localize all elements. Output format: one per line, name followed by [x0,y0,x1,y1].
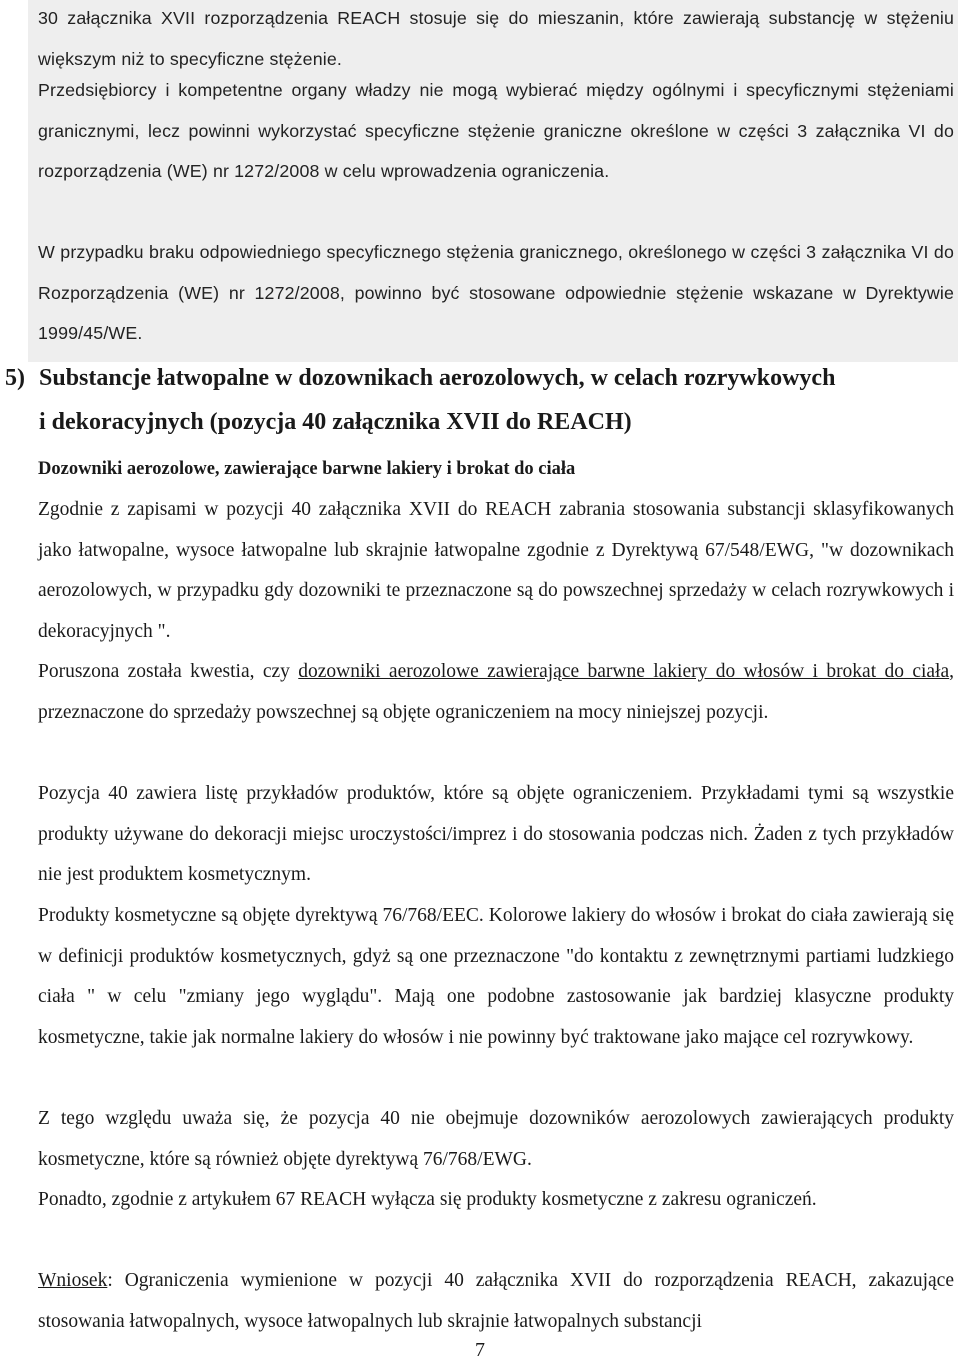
section-paragraph-2 [38,652,954,733]
page-number: 7 [475,1339,485,1361]
conclusion-text: : Ograniczenia wymienione w pozycji 40 załącznika XVII do rozporządzenia REACH, zakazujące stosowania łatwopalnych, wysoce łatwopalnych lub skrajnie łatwopalnych substancji [38,1270,954,1332]
section-paragraph-3: Pozycja 40 zawiera listę przykładów produktów, które są objęte ograniczeniem. Przykładami tymi są wszystkie produkty używane do dekoracji miejsc uroczystości/imprez i do stosowania podczas nich. Żaden z tych przykładów nie jest produktem kosmetycznym. [38,783,954,885]
top-paragraph-2: Przedsiębiorcy i kompetentne organy władzy nie mogą wybierać między ogólnymi i specyficznymi stężeniami granicznymi, lecz powinni wykorzystać specyficzne stężenie graniczne określone w części 3 załącznika VI do rozporządzenia (WE) nr 1272/2008 w celu wprowadzenia ograniczenia. [38,80,954,181]
section-paragraph-6: Ponadto, zgodnie z artykułem 67 REACH wyłącza się produkty kosmetyczne z zakresu ograniczeń. [38,1189,817,1210]
section-title-line-2: i dekoracyjnych (pozycja 40 załącznika XVII do REACH) [39,409,632,435]
paragraph-2-start: Poruszona została kwestia, czy [38,661,299,682]
section-heading [5,356,955,444]
top-paragraph-1: 30 załącznika XVII rozporządzenia REACH stosuje się do mieszanin, które zawierają substancję w stężeniu większym niż to specyficzne stężenie. [38,8,954,69]
conclusion-label: Wniosek [38,1270,108,1291]
section-paragraph-5: Z tego względu uważa się, że pozycja 40 nie obejmuje dozowników aerozolowych zawierających produkty kosmetyczne, które są również objęte dyrektywą 76/768/EWG. [38,1108,954,1170]
section-heading-line-1 [5,356,955,400]
section-number: 5) [5,365,25,391]
paragraph-2-end: , przeznaczone do sprzedaży powszechnej są objęte ograniczeniem na mocy niniejszej pozycji. [38,661,954,723]
section-paragraph-4: Produkty kosmetyczne są objęte dyrektywą 76/768/EEC. Kolorowe lakiery do włosów i brokat do ciała zawierają się w definicji produktów kosmetycznych, gdyż są one przeznaczone "do kontaktu z zewnętrznymi partiami ludzkiego ciała " w celu "zmiany jego wyglądu". Mają one podobne zastosowanie jak bardziej klasyczne produkty kosmetyczne, takie jak normalne lakiery do włosów i nie powinny być traktowane jako mające cel rozrywkowy. [38,905,954,1048]
section-subheading: Dozowniki aerozolowe, zawierające barwne lakiery i brokat do ciała [38,459,576,479]
underlined-phrase: dozowniki aerozolowe zawierające barwne lakiery do włosów i brokat do ciała [298,661,950,682]
top-paragraph-3: W przypadku braku odpowiedniego specyficznego stężenia granicznego, określonego w części 3 załącznika VI do Rozporządzenia (WE) nr 1272/2008, powinno być stosowane odpowiednie stężenie wskazane w Dyrektywie 1999/45/WE. [38,242,954,343]
section-paragraph-1: Zgodnie z zapisami w pozycji 40 załącznika XVII do REACH zabrania stosowania substancji sklasyfikowanych jako łatwopalne, wysoce łatwopalne lub skrajnie łatwopalne zgodnie z Dyrektywą 67/548/EWG, "w dozownikach aerozolowych, w przypadku gdy dozowniki te przeznaczone są do powszechnej sprzedaży w celach rozrywkowych i dekoracyjnych ". [38,499,954,642]
section-title-line-1: Substancje łatwopalne w dozownikach aerozolowych, w celach rozrywkowych [39,365,836,391]
section-heading-line-2 [5,400,955,444]
conclusion-paragraph [38,1261,954,1342]
